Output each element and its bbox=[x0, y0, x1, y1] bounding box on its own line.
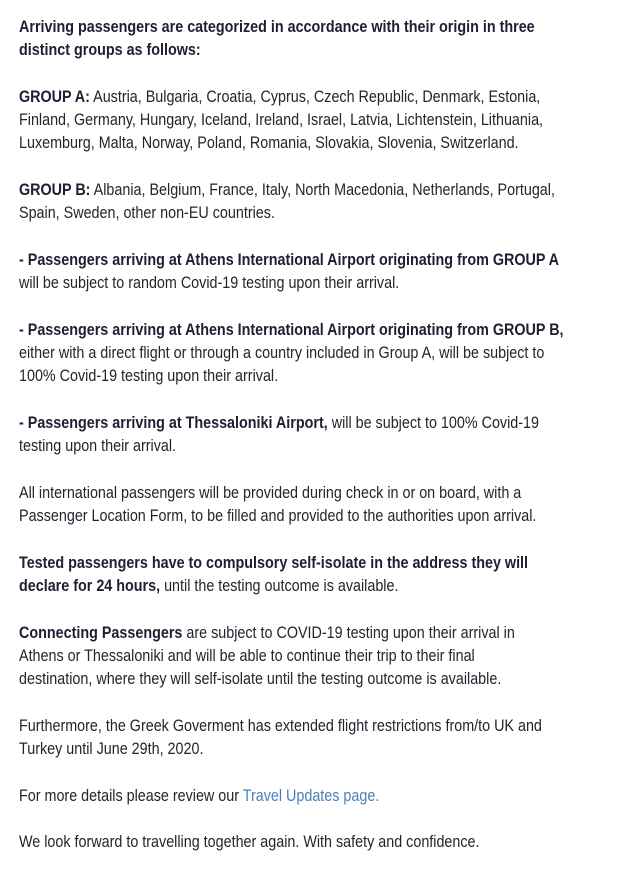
text-line bbox=[19, 249, 620, 272]
bold-text: - Passengers arriving at Athens International Airport originating from GROUP B, bbox=[19, 320, 564, 339]
paragraph-restrictions bbox=[19, 715, 620, 762]
text: Furthermore, the Greek Goverment has extended flight restrictions from/to UK and bbox=[19, 716, 542, 735]
paragraph-athens-group-a bbox=[19, 249, 620, 296]
text-line bbox=[19, 552, 620, 575]
text-line bbox=[19, 272, 620, 295]
text: We look forward to travelling together again. With safety and confidence. bbox=[19, 833, 480, 852]
text: For more details please review our bbox=[19, 786, 243, 805]
bold-text: - Passengers arriving at Athens International Airport originating from GROUP A bbox=[19, 250, 560, 269]
paragraph-connecting bbox=[19, 622, 620, 692]
bold-text: distinct groups as follows: bbox=[19, 41, 201, 60]
bold-text: GROUP A: bbox=[19, 87, 90, 106]
text-line bbox=[19, 622, 620, 645]
text: Albania, Belgium, France, Italy, North Macedonia, Netherlands, Portugal, bbox=[90, 181, 555, 200]
text: until the testing outcome is available. bbox=[160, 577, 399, 596]
text-line bbox=[19, 412, 620, 435]
text-line bbox=[19, 319, 620, 342]
document-body bbox=[19, 16, 620, 878]
text: Austria, Bulgaria, Croatia, Cyprus, Czech Republic, Denmark, Estonia, bbox=[89, 87, 541, 106]
text: will be subject to random Covid-19 testing upon their arrival. bbox=[19, 274, 400, 293]
text: Luxemburg, Malta, Norway, Poland, Romania, Slovakia, Slovenia, Switzerland. bbox=[19, 134, 519, 153]
text-line bbox=[19, 575, 620, 598]
bold-text: GROUP B: bbox=[19, 181, 91, 200]
text-line bbox=[19, 785, 620, 808]
text-line bbox=[19, 738, 620, 761]
text-line bbox=[19, 39, 620, 62]
text: either with a direct flight or through a country included in Group A, will be subject to bbox=[19, 344, 545, 363]
bold-text: Tested passengers have to compulsory self-isolate in the address they will bbox=[19, 553, 529, 572]
text-line bbox=[19, 668, 620, 691]
text: Passenger Location Form, to be filled and provided to the authorities upon arrival. bbox=[19, 507, 537, 526]
text-line bbox=[19, 435, 620, 458]
paragraph-self-isolate bbox=[19, 552, 620, 599]
paragraph-group-a bbox=[19, 86, 620, 156]
text-line bbox=[19, 715, 620, 738]
bold-text: Connecting Passengers bbox=[19, 623, 183, 642]
paragraph-group-b bbox=[19, 179, 620, 226]
text: Turkey until June 29th, 2020. bbox=[19, 740, 204, 759]
text: Athens or Thessaloniki and will be able to continue their trip to their final bbox=[19, 647, 475, 666]
text: 100% Covid-19 testing upon their arrival. bbox=[19, 367, 279, 386]
text-line bbox=[19, 86, 620, 109]
text-line bbox=[19, 482, 620, 505]
paragraph-athens-group-b bbox=[19, 319, 620, 389]
text: destination, where they will self-isolate until the testing outcome is available. bbox=[19, 670, 502, 689]
text: will be subject to 100% Covid-19 bbox=[327, 414, 539, 433]
text: testing upon their arrival. bbox=[19, 437, 177, 456]
text-line bbox=[19, 179, 620, 202]
travel-updates-link[interactable]: Travel Updates page. bbox=[242, 786, 380, 805]
paragraph-intro bbox=[19, 16, 620, 63]
bold-text: declare for 24 hours, bbox=[19, 577, 161, 596]
text: Finland, Germany, Hungary, Iceland, Ireland, Israel, Latvia, Lichtenstein, Lithuania, bbox=[19, 111, 544, 130]
text-line bbox=[19, 202, 620, 225]
paragraph-more-details bbox=[19, 785, 620, 808]
text-line bbox=[19, 109, 620, 132]
text-line bbox=[19, 831, 620, 854]
text: are subject to COVID-19 testing upon their arrival in bbox=[182, 623, 515, 642]
paragraph-closing bbox=[19, 831, 620, 854]
text: All international passengers will be provided during check in or on board, with a bbox=[19, 483, 522, 502]
text-line bbox=[19, 132, 620, 155]
text-line bbox=[19, 342, 620, 365]
text-line bbox=[19, 365, 620, 388]
paragraph-location-form bbox=[19, 482, 620, 529]
text-line bbox=[19, 645, 620, 668]
text-line bbox=[19, 505, 620, 528]
bold-text: - Passengers arriving at Thessaloniki Airport, bbox=[19, 414, 328, 433]
paragraph-thessaloniki bbox=[19, 412, 620, 459]
text-line bbox=[19, 16, 620, 39]
bold-text: Arriving passengers are categorized in accordance with their origin in three bbox=[19, 18, 535, 36]
text: Spain, Sweden, other non-EU countries. bbox=[19, 204, 275, 223]
